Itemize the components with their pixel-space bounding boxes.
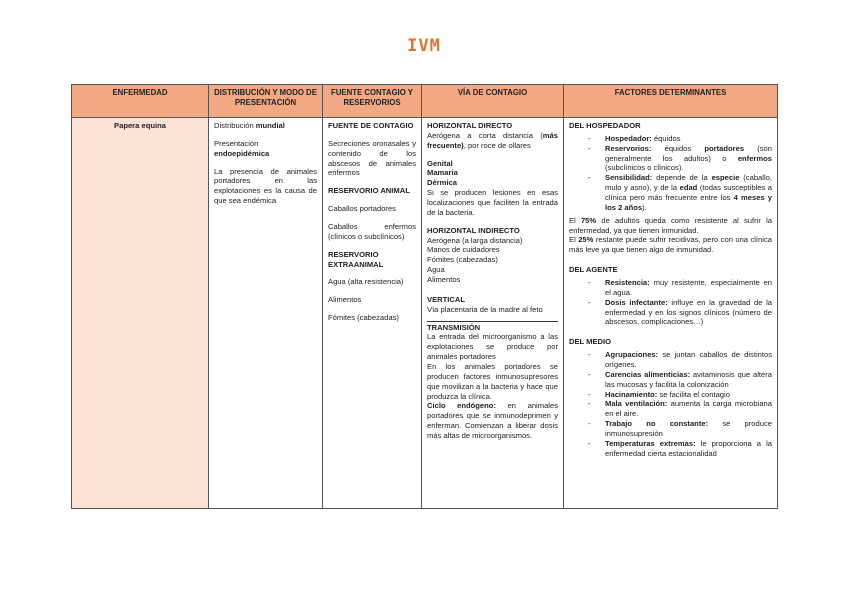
reservoir-animal-heading: RESERVORIO ANIMAL bbox=[328, 186, 410, 196]
route-item: Fómites (cabezadas) bbox=[427, 255, 498, 265]
route-item: Alimentos bbox=[427, 275, 461, 285]
text-bold: Sensibilidad: bbox=[605, 173, 653, 183]
list-item bbox=[605, 370, 772, 390]
text-bold: Hospedador: bbox=[605, 133, 652, 143]
factors-heading-agent: DEL AGENTE bbox=[569, 265, 618, 275]
route-item: Aerógena (a larga distancia) bbox=[427, 235, 523, 245]
cell-route bbox=[422, 118, 564, 509]
route-item: Genital bbox=[427, 158, 453, 168]
header-sources: FUENTE CONTAGIO Y RESERVORIOS bbox=[323, 85, 422, 118]
text: (son generalmente los adultos) o bbox=[605, 143, 772, 163]
route-item: Dérmica bbox=[427, 178, 457, 188]
source-heading: FUENTE DE CONTAGIO bbox=[328, 121, 414, 130]
host-list bbox=[569, 134, 772, 213]
text: équidos bbox=[651, 143, 705, 153]
header-factors: FACTORES DETERMINANTES bbox=[564, 85, 778, 118]
transmission-text: La entrada del microorganismo a las explotaciones se produce por animales portadores bbox=[427, 332, 558, 362]
transmission-text bbox=[427, 401, 558, 440]
endemic-note: La presencia de animales portadores en las explotaciones es la causa de que sea endémica bbox=[214, 166, 317, 206]
header-disease: ENFERMEDAD bbox=[72, 85, 209, 118]
text-bold: Hacinamiento: bbox=[605, 389, 658, 399]
text: El bbox=[569, 215, 581, 225]
route-heading: VERTICAL bbox=[427, 294, 465, 304]
reservoir-extra-heading: RESERVORIO EXTRAANIMAL bbox=[328, 249, 384, 269]
list-item bbox=[605, 134, 772, 144]
text: se produce inmunosupresión bbox=[605, 419, 772, 439]
text-bold: más frecuente) bbox=[427, 130, 558, 150]
agent-list bbox=[569, 278, 772, 327]
factors-heading-environment: DEL MEDIO bbox=[569, 337, 612, 347]
transmission-text: En los animales portadores se producen factores inmunosupresores que movilizan a la bacteria y hace que produzca la clínica. bbox=[427, 362, 558, 401]
text-bold: 75% bbox=[580, 215, 597, 225]
text: aumenta la carga microbiana en el aire. bbox=[605, 399, 772, 419]
table-row bbox=[72, 118, 778, 509]
cell-distribution bbox=[209, 118, 323, 509]
route-text: Vía placentaria de la madre al feto bbox=[427, 304, 543, 314]
route-heading: HORIZONTAL DIRECTO bbox=[427, 121, 513, 130]
text: , por roce de ollares bbox=[463, 140, 531, 150]
cell-factors bbox=[564, 118, 778, 509]
factors-heading-host: DEL HOSPEDADOR bbox=[569, 121, 641, 130]
text-bold: Trabajo no constante: bbox=[605, 419, 709, 429]
list-item bbox=[605, 350, 772, 370]
text-bold: 4 meses y los 2 años bbox=[605, 193, 773, 212]
list-item bbox=[605, 144, 772, 174]
reservoir-text: Caballos enfermos (clínicos o subclínicos) bbox=[328, 222, 416, 241]
factors-text bbox=[569, 235, 772, 255]
reservoir-text: Fómites (cabezadas) bbox=[328, 313, 399, 323]
list-item bbox=[605, 173, 772, 212]
text: de adultos queda como resistente al sufrir la enfermedad, ya que tienen inmunidad. bbox=[569, 215, 772, 235]
text: influye en la gravedad de la enfermedad y en los signos clínicos (número de abscesos, complicaciones…) bbox=[605, 297, 772, 327]
text: avitaminosis que altera las mucosas y facilita la colonización bbox=[605, 369, 772, 389]
text-bold: Agrupaciones: bbox=[605, 350, 659, 360]
route-item: Mamaria bbox=[427, 168, 458, 178]
route-item: Agua bbox=[427, 265, 445, 275]
list-item bbox=[605, 439, 772, 459]
reservoir-text: Agua (alta resistencia) bbox=[328, 277, 404, 287]
list-item bbox=[605, 298, 772, 328]
environment-list bbox=[569, 350, 772, 458]
header-distribution: DISTRIBUCIÓN Y MODO DE PRESENTACIÓN bbox=[209, 85, 323, 118]
cell-disease: Papera equina bbox=[72, 118, 209, 509]
text: en animales portadores que se inmunodeprimen y enferman. Comienzan a liberar dosis más altas de microorganismos. bbox=[427, 401, 558, 441]
list-item bbox=[605, 278, 772, 298]
text: (subclínicos o clínicos). bbox=[605, 163, 684, 173]
text-bold: portadores bbox=[704, 143, 745, 153]
list-item bbox=[605, 390, 772, 400]
disease-table bbox=[71, 84, 778, 509]
route-heading: HORIZONTAL INDIRECTO bbox=[427, 225, 520, 235]
text-bold: Carencias alimenticias: bbox=[605, 369, 691, 379]
text: se juntan caballos de distintos orígenes. bbox=[605, 350, 772, 370]
text-bold: edad bbox=[679, 183, 698, 193]
reservoir-text: Caballos portadores bbox=[328, 204, 396, 214]
text: restante puede sufrir recidivas, pero con una clínica más leve ya que tienen algo de inmunidad. bbox=[569, 235, 772, 255]
presentation-label: Presentación bbox=[214, 138, 259, 148]
source-text: Secreciones oronasales y contenido de los abscesos de animales enfermos bbox=[328, 138, 416, 178]
presentation-value: endoepidémica bbox=[214, 148, 270, 158]
text: se facilita el contagio bbox=[657, 389, 730, 399]
header-route: VÍA DE CONTAGIO bbox=[422, 85, 564, 118]
transmission-heading: TRANSMISIÓN bbox=[427, 321, 558, 333]
text-bold: Ciclo endógeno: bbox=[427, 401, 496, 411]
cell-sources bbox=[323, 118, 422, 509]
route-item: Manos de cuidadores bbox=[427, 245, 500, 255]
text-bold: especie bbox=[711, 173, 740, 183]
table-header-row bbox=[72, 85, 778, 118]
text: depende de la bbox=[652, 173, 712, 183]
distribution-text bbox=[214, 121, 317, 131]
route-text: Si se producen lesiones en esas localizaciones que faciliten la entrada de la bacteria. bbox=[427, 188, 558, 217]
text: El bbox=[569, 235, 579, 245]
text-bold: enfermos bbox=[737, 153, 772, 163]
document-title: IVM bbox=[407, 36, 441, 56]
text: équidos bbox=[651, 133, 681, 143]
text: le proporciona a la enfermedad cierta estacionalidad bbox=[605, 438, 772, 458]
text: Aerógena a corta distancia ( bbox=[427, 130, 543, 140]
reservoir-text: Alimentos bbox=[328, 295, 362, 305]
text-bold: mundial bbox=[255, 121, 285, 130]
route-text bbox=[427, 131, 558, 151]
text: Distribución bbox=[214, 121, 256, 130]
text: ). bbox=[642, 202, 647, 212]
text: muy resistente, especialmente en el agua. bbox=[605, 278, 772, 297]
factors-text bbox=[569, 216, 772, 236]
text-bold: Resistencia: bbox=[605, 278, 650, 288]
text: (caballo, mulo y asno), y de la bbox=[605, 173, 772, 193]
text-bold: Temperaturas extremas: bbox=[605, 438, 696, 448]
text-bold: Mala ventilación: bbox=[605, 399, 668, 409]
list-item bbox=[605, 399, 772, 419]
text: (todas susceptibles a clínica pero más frecuente entre los bbox=[605, 183, 772, 203]
list-item bbox=[605, 419, 772, 439]
text-bold: Dosis infectante: bbox=[605, 297, 668, 307]
text-bold: 25% bbox=[578, 235, 594, 245]
text-bold: Reservorios: bbox=[605, 143, 652, 153]
